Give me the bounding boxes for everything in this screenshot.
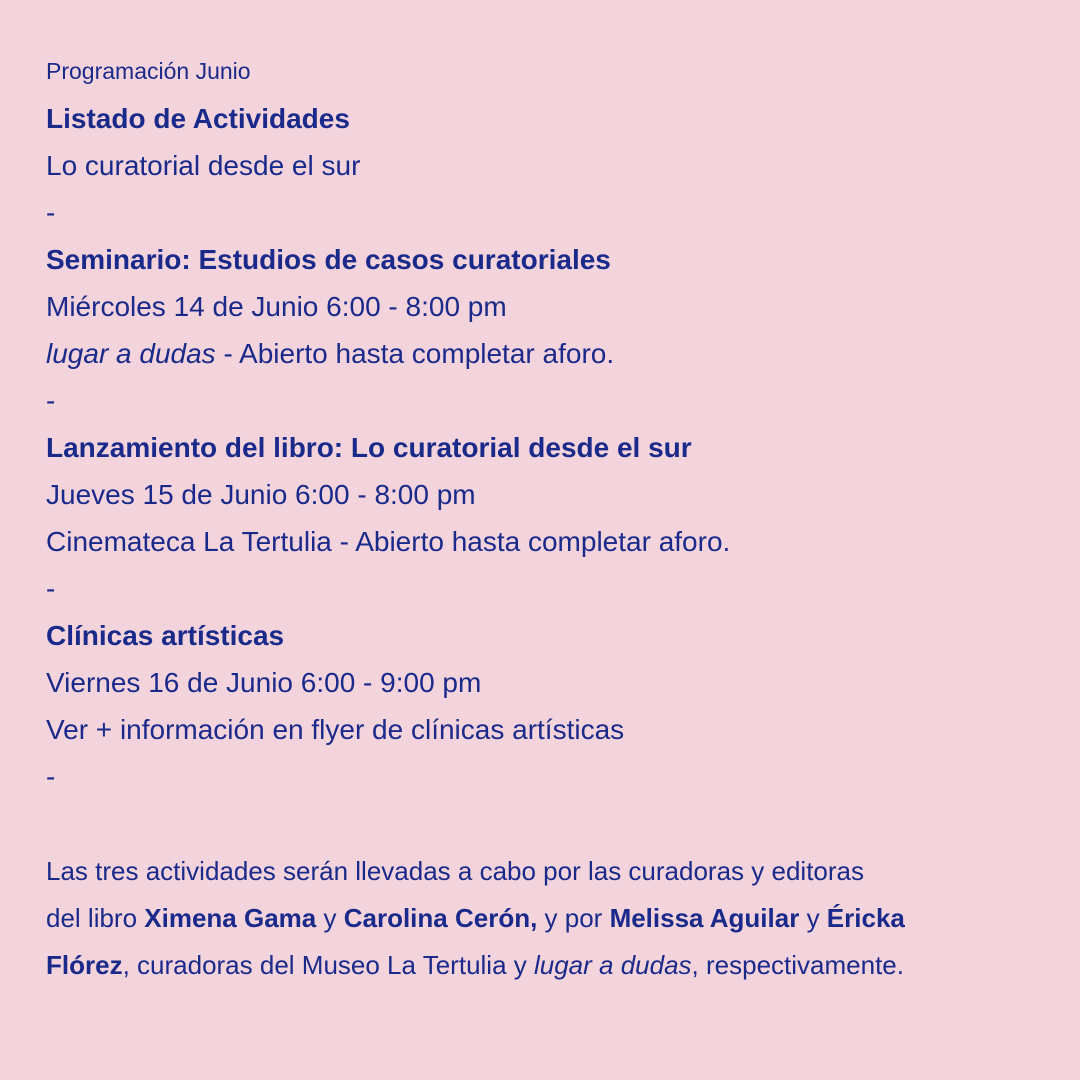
closing-line-3 — [46, 948, 904, 982]
text: del libro — [46, 903, 145, 933]
venue-name: lugar a dudas — [46, 338, 216, 369]
page-subtitle: Lo curatorial desde el sur — [46, 150, 361, 181]
separator: - — [46, 197, 56, 228]
text: y — [799, 903, 827, 933]
separator: - — [46, 761, 56, 792]
program-kicker: Programación Junio — [46, 58, 251, 84]
text: y por — [537, 903, 610, 933]
activity-title-seminar: Seminario: Estudios de casos curatoriales — [46, 244, 611, 275]
activity-title-book-launch: Lanzamiento del libro: Lo curatorial desde el sur — [46, 432, 692, 463]
editor-name: Carolina Cerón, — [343, 903, 538, 933]
closing-line-2 — [46, 901, 905, 935]
venue-name: lugar a dudas — [533, 950, 692, 980]
access-note: - Abierto hasta completar aforo. — [215, 338, 615, 369]
activity-info-clinics: Ver + información en flyer de clínicas artísticas — [46, 714, 625, 745]
activity-date-clinics: Viernes 16 de Junio 6:00 - 9:00 pm — [46, 667, 482, 698]
closing-line-1: Las tres actividades serán llevadas a cabo por las curadoras y editoras — [46, 856, 864, 886]
activity-venue-book-launch: Cinemateca La Tertulia - Abierto hasta completar aforo. — [46, 526, 731, 557]
activity-venue-seminar — [46, 337, 614, 371]
activity-title-clinics: Clínicas artísticas — [46, 620, 285, 651]
activity-date-book-launch: Jueves 15 de Junio 6:00 - 8:00 pm — [46, 479, 476, 510]
activity-date-seminar: Miércoles 14 de Junio 6:00 - 8:00 pm — [46, 291, 507, 322]
separator: - — [46, 385, 56, 416]
text: , curadoras del Museo La Tertulia y — [122, 950, 534, 980]
text: , respectivamente. — [691, 950, 904, 980]
curator-name: Melissa Aguilar — [609, 903, 800, 933]
curator-name: Éricka — [826, 903, 905, 933]
text: y — [316, 903, 344, 933]
separator: - — [46, 573, 56, 604]
curator-name: Flórez — [46, 950, 123, 980]
editor-name: Ximena Gama — [144, 903, 317, 933]
page-title: Listado de Actividades — [46, 103, 350, 134]
